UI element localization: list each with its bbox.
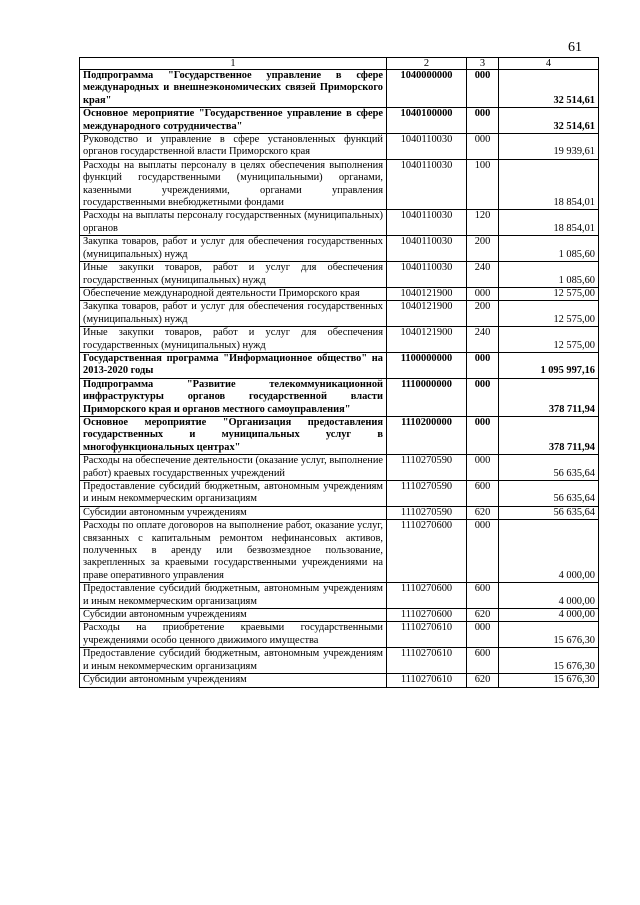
row-description: Предоставление субсидий бюджетным, автономным учреждениям и иным некоммерческим организациям bbox=[80, 583, 387, 609]
row-expense-type: 600 bbox=[467, 648, 499, 674]
row-expense-type: 000 bbox=[467, 108, 499, 134]
row-amount: 32 514,61 bbox=[499, 70, 599, 108]
row-expense-type: 200 bbox=[467, 236, 499, 262]
row-amount: 15 676,30 bbox=[499, 674, 599, 687]
table-row bbox=[80, 236, 599, 262]
row-target-code: 1040110030 bbox=[387, 236, 467, 262]
row-description: Иные закупки товаров, работ и услуг для обеспечения государственных (муниципальных) нужд bbox=[80, 327, 387, 353]
row-expense-type: 000 bbox=[467, 70, 499, 108]
table-row bbox=[80, 622, 599, 648]
row-expense-type: 600 bbox=[467, 481, 499, 507]
row-description: Расходы на обеспечение деятельности (оказание услуг, выполнение работ) краевых государственных учреждений bbox=[80, 455, 387, 481]
row-description: Иные закупки товаров, работ и услуг для обеспечения государственных (муниципальных) нужд bbox=[80, 262, 387, 288]
row-expense-type: 000 bbox=[467, 134, 499, 160]
table-row bbox=[80, 262, 599, 288]
table-row bbox=[80, 648, 599, 674]
row-expense-type: 000 bbox=[467, 416, 499, 454]
row-target-code: 1040110030 bbox=[387, 210, 467, 236]
row-target-code: 1040110030 bbox=[387, 262, 467, 288]
row-amount: 18 854,01 bbox=[499, 210, 599, 236]
row-description: Закупка товаров, работ и услуг для обеспечения государственных (муниципальных) нужд bbox=[80, 236, 387, 262]
column-number: 3 bbox=[467, 58, 499, 70]
row-target-code: 1110270590 bbox=[387, 481, 467, 507]
row-amount: 12 575,00 bbox=[499, 327, 599, 353]
table-row bbox=[80, 301, 599, 327]
table-row bbox=[80, 609, 599, 622]
row-description: Подпрограмма "Государственное управление в сфере международных и внешнеэкономических связей Приморского края" bbox=[80, 70, 387, 108]
row-amount: 15 676,30 bbox=[499, 622, 599, 648]
row-expense-type: 600 bbox=[467, 583, 499, 609]
table-row bbox=[80, 481, 599, 507]
row-description: Подпрограмма "Развитие телекоммуникационной инфраструктуры органов государственной власти Приморского края и органов местного самоуправления" bbox=[80, 378, 387, 416]
table-row bbox=[80, 674, 599, 687]
row-target-code: 1110270610 bbox=[387, 648, 467, 674]
row-expense-type: 240 bbox=[467, 327, 499, 353]
row-description: Субсидии автономным учреждениям bbox=[80, 609, 387, 622]
table-row bbox=[80, 70, 599, 108]
row-target-code: 1110270600 bbox=[387, 609, 467, 622]
row-expense-type: 000 bbox=[467, 520, 499, 583]
table-row bbox=[80, 327, 599, 353]
row-expense-type: 000 bbox=[467, 378, 499, 416]
row-target-code: 1040110030 bbox=[387, 134, 467, 160]
table-row bbox=[80, 108, 599, 134]
row-description: Основное мероприятие "Организация предоставления государственных и муниципальных услуг в многофункциональных центрах" bbox=[80, 416, 387, 454]
row-target-code: 1110270610 bbox=[387, 622, 467, 648]
row-target-code: 1110270590 bbox=[387, 455, 467, 481]
page-number: 61 bbox=[568, 40, 582, 55]
row-target-code: 1110270590 bbox=[387, 506, 467, 519]
row-target-code: 1110270610 bbox=[387, 674, 467, 687]
row-expense-type: 000 bbox=[467, 352, 499, 378]
row-expense-type: 000 bbox=[467, 622, 499, 648]
row-expense-type: 120 bbox=[467, 210, 499, 236]
row-amount: 1 095 997,16 bbox=[499, 352, 599, 378]
row-amount: 32 514,61 bbox=[499, 108, 599, 134]
table-row bbox=[80, 506, 599, 519]
row-description: Руководство и управление в сфере установленных функций органов государственной власти Приморского края bbox=[80, 134, 387, 160]
row-amount: 4 000,00 bbox=[499, 609, 599, 622]
row-expense-type: 100 bbox=[467, 159, 499, 210]
row-amount: 18 854,01 bbox=[499, 159, 599, 210]
row-description: Закупка товаров, работ и услуг для обеспечения государственных (муниципальных) нужд bbox=[80, 301, 387, 327]
row-amount: 19 939,61 bbox=[499, 134, 599, 160]
row-description: Субсидии автономным учреждениям bbox=[80, 674, 387, 687]
table-row bbox=[80, 159, 599, 210]
row-amount: 1 085,60 bbox=[499, 262, 599, 288]
column-number: 4 bbox=[499, 58, 599, 70]
row-target-code: 1110200000 bbox=[387, 416, 467, 454]
row-amount: 12 575,00 bbox=[499, 287, 599, 300]
row-description: Предоставление субсидий бюджетным, автономным учреждениям и иным некоммерческим организациям bbox=[80, 481, 387, 507]
row-target-code: 1040121900 bbox=[387, 301, 467, 327]
table-row bbox=[80, 210, 599, 236]
row-target-code: 1110000000 bbox=[387, 378, 467, 416]
row-amount: 4 000,00 bbox=[499, 520, 599, 583]
table-row bbox=[80, 378, 599, 416]
row-amount: 56 635,64 bbox=[499, 481, 599, 507]
table-row bbox=[80, 416, 599, 454]
row-target-code: 1040110030 bbox=[387, 159, 467, 210]
row-target-code: 1110270600 bbox=[387, 583, 467, 609]
row-description: Расходы на приобретение краевыми государственными учреждениями особо ценного движимого имущества bbox=[80, 622, 387, 648]
budget-table bbox=[79, 57, 599, 688]
row-description: Обеспечение международной деятельности Приморского края bbox=[80, 287, 387, 300]
row-target-code: 1110270600 bbox=[387, 520, 467, 583]
row-description: Расходы по оплате договоров на выполнение работ, оказание услуг, связанных с капитальным ремонтом нефинансовых активов, полученных в аренду или безвозмездное пользование, закрепленных за краевыми государственными учреждениями на праве оперативного управления bbox=[80, 520, 387, 583]
table-row bbox=[80, 352, 599, 378]
row-description: Расходы на выплаты персоналу государственных (муниципальных) органов bbox=[80, 210, 387, 236]
row-expense-type: 620 bbox=[467, 506, 499, 519]
row-amount: 15 676,30 bbox=[499, 648, 599, 674]
row-amount: 56 635,64 bbox=[499, 506, 599, 519]
row-expense-type: 000 bbox=[467, 287, 499, 300]
row-expense-type: 620 bbox=[467, 609, 499, 622]
budget-table-body bbox=[80, 58, 599, 688]
column-number: 2 bbox=[387, 58, 467, 70]
table-row bbox=[80, 134, 599, 160]
row-amount: 12 575,00 bbox=[499, 301, 599, 327]
row-target-code: 1040100000 bbox=[387, 108, 467, 134]
row-amount: 378 711,94 bbox=[499, 378, 599, 416]
table-row bbox=[80, 520, 599, 583]
row-target-code: 1040000000 bbox=[387, 70, 467, 108]
table-row bbox=[80, 455, 599, 481]
column-number-row bbox=[80, 58, 599, 70]
row-amount: 378 711,94 bbox=[499, 416, 599, 454]
column-number: 1 bbox=[80, 58, 387, 70]
row-description: Государственная программа "Информационное общество" на 2013-2020 годы bbox=[80, 352, 387, 378]
row-target-code: 1040121900 bbox=[387, 327, 467, 353]
table-row bbox=[80, 287, 599, 300]
row-description: Расходы на выплаты персоналу в целях обеспечения выполнения функций государственными (муниципальными) органами, казенными учреждениями, органами управления государственными внебюджетными фондами bbox=[80, 159, 387, 210]
table-row bbox=[80, 583, 599, 609]
row-amount: 4 000,00 bbox=[499, 583, 599, 609]
row-description: Основное мероприятие "Государственное управление в сфере международного сотрудничества" bbox=[80, 108, 387, 134]
row-amount: 56 635,64 bbox=[499, 455, 599, 481]
row-target-code: 1100000000 bbox=[387, 352, 467, 378]
row-description: Предоставление субсидий бюджетным, автономным учреждениям и иным некоммерческим организациям bbox=[80, 648, 387, 674]
row-amount: 1 085,60 bbox=[499, 236, 599, 262]
row-expense-type: 620 bbox=[467, 674, 499, 687]
row-description: Субсидии автономным учреждениям bbox=[80, 506, 387, 519]
row-expense-type: 240 bbox=[467, 262, 499, 288]
row-target-code: 1040121900 bbox=[387, 287, 467, 300]
row-expense-type: 200 bbox=[467, 301, 499, 327]
row-expense-type: 000 bbox=[467, 455, 499, 481]
